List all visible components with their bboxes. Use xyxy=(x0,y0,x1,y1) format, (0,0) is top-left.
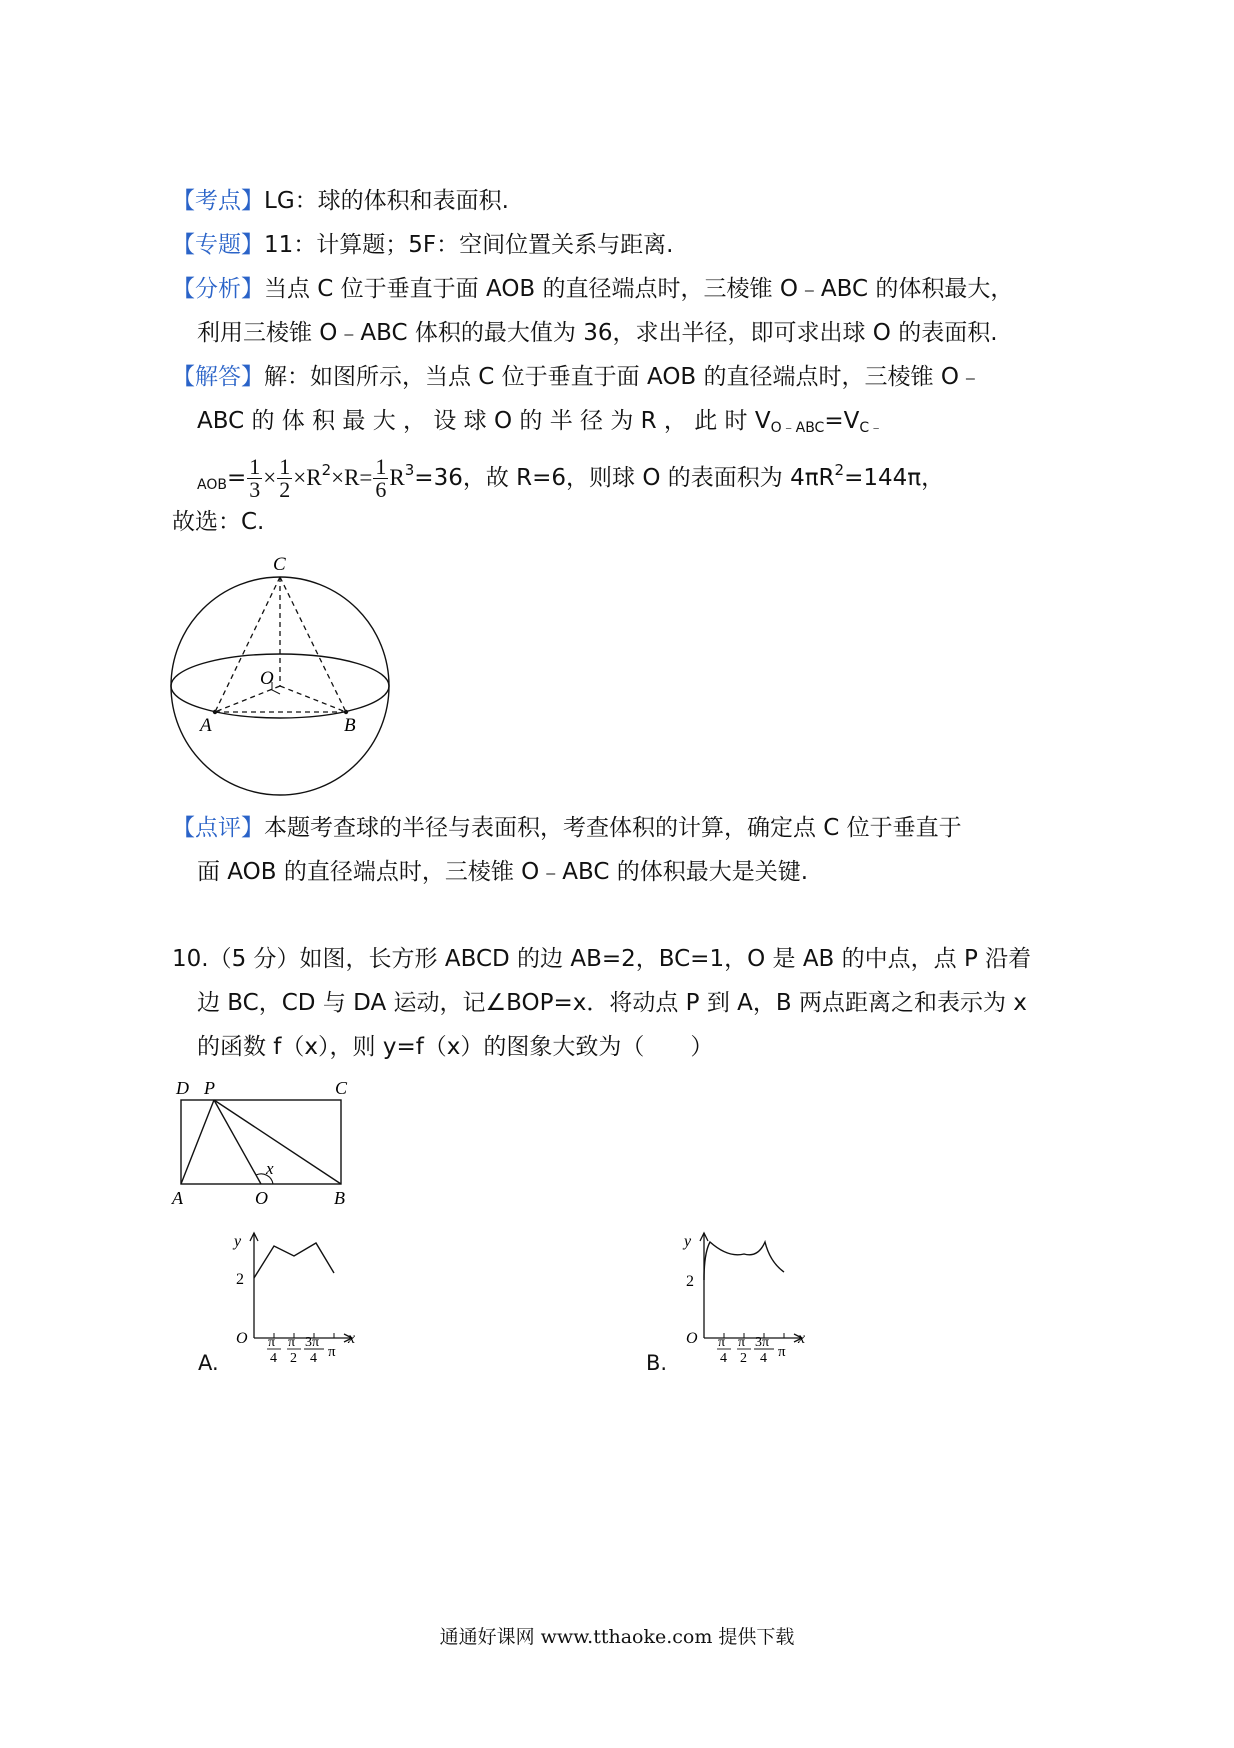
option-b-label xyxy=(646,1348,667,1378)
kaodian-line xyxy=(172,186,509,216)
footer-watermark: 通通好课网 www.tthaoke.com 提供下载 xyxy=(439,1626,795,1648)
fenxi-tag: 【分析】 xyxy=(172,276,264,302)
label-x: x xyxy=(266,1159,274,1178)
label-c: C xyxy=(273,554,286,575)
jieda-line-2 xyxy=(197,406,883,443)
graph-b-curve xyxy=(704,1242,784,1280)
kaodian-text: LG：球的体积和表面积. xyxy=(264,188,509,214)
x-tick-label-2-num: π xyxy=(738,1335,746,1350)
graph-option-b xyxy=(678,1228,818,1376)
x-tick-label-3-num: 3π xyxy=(755,1335,770,1350)
jieda-sub-2: C﹣ xyxy=(859,420,884,436)
x-tick-label-1-den: 4 xyxy=(720,1351,727,1366)
point-b xyxy=(344,710,348,714)
segment-po xyxy=(214,1100,261,1184)
label-b2: B xyxy=(334,1188,345,1208)
jieda-eq: = xyxy=(226,465,247,491)
point-a xyxy=(213,710,217,714)
y-tick-2: 2 xyxy=(686,1273,694,1290)
dianping-text-1: 本题考查球的半径与表面积，考查体积的计算，确定点 C 位于垂直于 xyxy=(264,815,962,841)
fraction-one-sixth xyxy=(373,456,388,501)
y-label: y xyxy=(684,1233,692,1250)
segment-pa xyxy=(181,1100,214,1184)
question10-line-2 xyxy=(197,988,1027,1018)
jieda-line-3 xyxy=(197,446,944,509)
graph-option-a xyxy=(228,1228,368,1376)
label-p: P xyxy=(204,1078,215,1098)
edge-ca xyxy=(215,577,280,712)
frac3-num: 1 xyxy=(375,454,387,479)
jieda-sub-1: O﹣ABC xyxy=(770,420,825,436)
dianping-line-1 xyxy=(172,813,962,843)
edge-ob xyxy=(280,686,346,712)
x-tick-label-pi: π xyxy=(778,1344,786,1360)
fenxi-line-2 xyxy=(197,318,998,348)
option-b-text: B. xyxy=(646,1351,668,1375)
zhuanti-tag: 【专题】 xyxy=(172,232,264,258)
dianping-line-2 xyxy=(197,857,808,887)
question10-text-1: 10.（5 分）如图，长方形 ABCD 的边 AB=2，BC=1，O 是 AB 的中点，点 P 沿着 xyxy=(172,946,1032,972)
jieda-tail-1: =36，故 R=6，则球 O 的表面积为 4πR xyxy=(414,465,835,491)
fraction-one-third xyxy=(247,456,262,501)
x-tick-label-3-den: 4 xyxy=(310,1351,317,1366)
x-tick-label-2-den: 2 xyxy=(740,1351,747,1366)
segment-pb xyxy=(214,1100,341,1184)
zhuanti-line xyxy=(172,230,673,260)
sup-3: 3 xyxy=(404,461,415,479)
question10-line-3 xyxy=(197,1032,713,1062)
label-d: D xyxy=(176,1078,189,1098)
edge-oa xyxy=(215,686,280,712)
rectangle-figure xyxy=(168,1075,368,1210)
sup-area: 2 xyxy=(834,461,845,479)
x-label: x xyxy=(348,1330,356,1347)
edge-cb xyxy=(280,577,346,712)
y-label: y xyxy=(234,1233,242,1250)
x-label: x xyxy=(798,1330,806,1347)
option-a-label xyxy=(198,1348,219,1378)
fenxi-text-2: 利用三棱锥 O﹣ABC 体积的最大值为 36，求出半径，即可求出球 O 的表面积. xyxy=(197,320,998,346)
jieda-line-1 xyxy=(172,362,982,392)
fenxi-text-1: 当点 C 位于垂直于面 AOB 的直径端点时，三棱锥 O﹣ABC 的体积最大， xyxy=(264,276,1014,302)
frac3-den: 6 xyxy=(375,477,387,502)
jieda-sub-aob: AOB xyxy=(197,477,227,493)
question10-line-1 xyxy=(172,944,1031,974)
kaodian-tag: 【考点】 xyxy=(172,188,264,214)
r-equals: R= xyxy=(344,465,373,490)
jieda-line-4 xyxy=(172,507,264,537)
label-b: B xyxy=(344,715,356,736)
label-o2: O xyxy=(255,1188,268,1208)
r-cubed: R xyxy=(389,465,405,490)
zhuanti-text: 11：计算题；5F：空间位置关系与距离. xyxy=(264,232,674,258)
label-a: A xyxy=(200,715,212,736)
question10-text-2: 边 BC，CD 与 DA 运动，记∠BOP=x．将动点 P 到 A，B 两点距离之和表示为 x xyxy=(197,990,1027,1016)
label-o: O xyxy=(260,668,274,689)
fraction-one-half xyxy=(277,456,292,501)
jieda-text-2b: =V xyxy=(824,408,860,434)
times-2: × xyxy=(293,465,307,490)
frac2-num: 1 xyxy=(279,454,291,479)
jieda-text-1: 解：如图所示，当点 C 位于垂直于面 AOB 的直径端点时，三棱锥 O﹣ xyxy=(264,364,982,390)
x-tick-label-1-den: 4 xyxy=(270,1351,277,1366)
equator-front xyxy=(171,686,389,718)
jieda-answer: 故选：C. xyxy=(172,509,265,535)
dianping-text-2: 面 AOB 的直径端点时，三棱锥 O﹣ABC 的体积最大是关键. xyxy=(197,859,809,885)
origin-label: O xyxy=(236,1330,248,1347)
x-tick-label-2-num: π xyxy=(288,1335,296,1350)
x-tick-label-3-num: 3π xyxy=(305,1335,320,1350)
graph-a-curve xyxy=(254,1243,334,1278)
sphere-figure xyxy=(160,548,400,800)
fenxi-line-1 xyxy=(172,274,1013,304)
dianping-tag: 【点评】 xyxy=(172,815,264,841)
x-tick-label-pi: π xyxy=(328,1344,336,1360)
label-a2: A xyxy=(172,1188,183,1208)
times-3: × xyxy=(331,465,345,490)
rectangle-abcd xyxy=(181,1100,341,1184)
origin-label: O xyxy=(686,1330,698,1347)
sup-2: 2 xyxy=(321,461,332,479)
label-c2: C xyxy=(335,1078,348,1098)
frac1-den: 3 xyxy=(249,477,261,502)
times-1: × xyxy=(263,465,277,490)
frac2-den: 2 xyxy=(279,477,291,502)
jieda-text-2a: ABC 的 体 积 最 大 ， 设 球 O 的 半 径 为 R ， 此 时 V xyxy=(197,408,771,434)
x-tick-label-1-num: π xyxy=(718,1335,726,1350)
option-a-text: A. xyxy=(198,1351,219,1375)
r-squared: R xyxy=(306,465,322,490)
x-tick-label-3-den: 4 xyxy=(760,1351,767,1366)
y-tick-2: 2 xyxy=(236,1271,244,1288)
question10-text-3: 的函数 f（x），则 y=f（x）的图象大致为（ ） xyxy=(197,1034,714,1060)
jieda-tag: 【解答】 xyxy=(172,364,264,390)
frac1-num: 1 xyxy=(249,454,261,479)
x-tick-label-2-den: 2 xyxy=(290,1351,297,1366)
x-tick-label-1-num: π xyxy=(268,1335,276,1350)
jieda-tail-2: =144π， xyxy=(844,465,945,491)
